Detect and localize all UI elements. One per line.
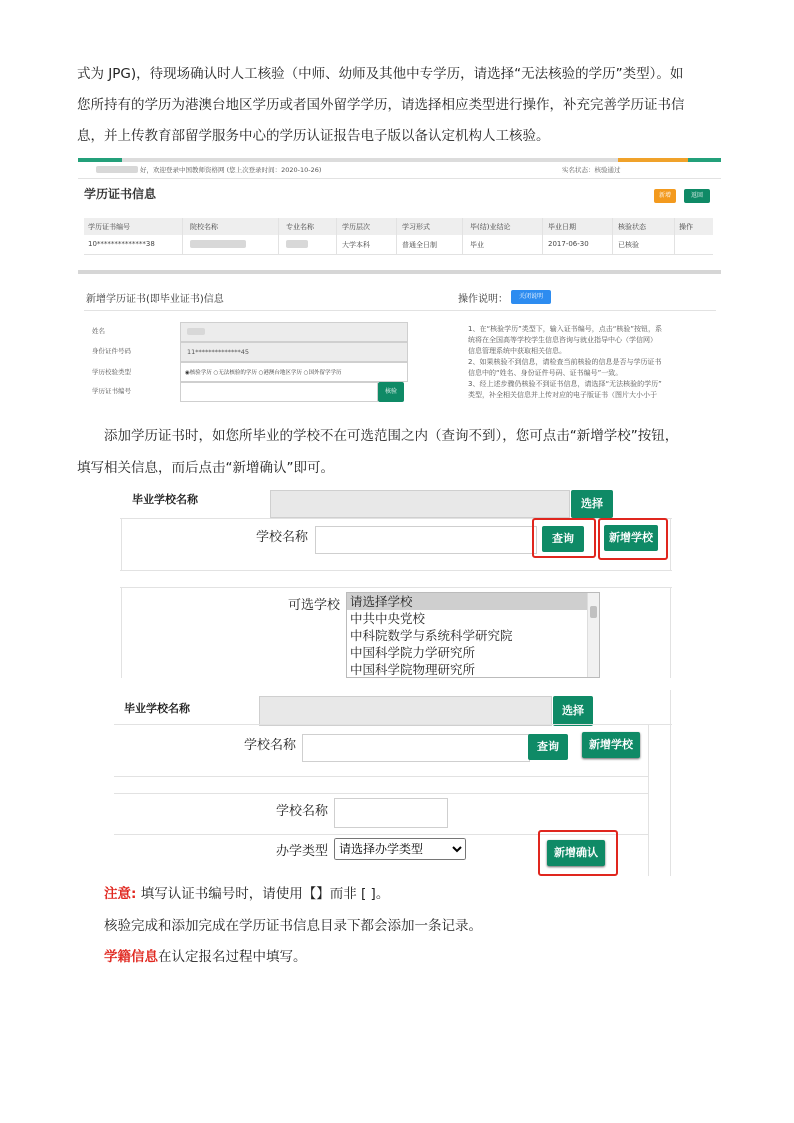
intro-line-1: 式为 JPG)，待现场确认时人工核验（中师、幼师及其他中专学历，请选择“无法核验的学历”类型）。如 [77, 66, 684, 82]
blurred-school [190, 240, 246, 248]
type-options[interactable]: ◉核验学历 ○无法核验的学历 ○港澳台地区学历 ○国外留学学历 [185, 370, 342, 376]
grad-school-field [270, 490, 570, 518]
cert-info-screenshot [78, 158, 721, 414]
op-instruction-label: 操作说明： [458, 294, 508, 305]
new-school-name-input[interactable] [334, 798, 448, 828]
cert-no-input[interactable] [180, 382, 378, 402]
back-button[interactable]: 返回 [684, 189, 710, 203]
status-label: 学籍信息 [104, 949, 158, 965]
intro-line-2: 您所持有的学历为港澳台地区学历或者国外留学学历，请选择相应类型进行操作，补充完善学历证书信 [77, 97, 685, 113]
add-school-button-2[interactable]: 新增学校 [582, 732, 640, 758]
grad-school-field-2 [259, 696, 552, 726]
note-line [104, 884, 389, 904]
optional-school-label: 可选学校 [288, 598, 341, 613]
name-field [180, 322, 408, 342]
blurred-username [96, 166, 138, 173]
notes-line-4: 2、如果核验不到信息，请检查当前核验的信息是否与学历证书 [468, 358, 662, 366]
col-form: 学习形式 [402, 223, 430, 231]
list-item[interactable]: 中国科学院物理研究所 [350, 662, 476, 677]
list-item[interactable]: 中国科学院力学研究所 [350, 645, 476, 660]
notes-line-7: 类型，补全相关信息并上传对应的电子版证书（图片大小小于 [468, 391, 657, 399]
name-label: 姓名 [92, 327, 105, 335]
type-label: 学历校验类型 [92, 368, 131, 376]
add-school-screenshot [114, 690, 672, 876]
confirm-add-button[interactable]: 新增确认 [547, 840, 605, 866]
blurred-major [286, 240, 308, 248]
col-grad-date: 毕业日期 [548, 223, 576, 231]
note-label: 注意: [104, 886, 137, 902]
row-verify-status: 已核验 [618, 241, 639, 249]
school-name-label-2: 学校名称 [244, 738, 297, 753]
col-level: 学历层次 [342, 223, 370, 231]
type-radio-group[interactable] [180, 362, 408, 382]
list-item[interactable]: 中共中央党校 [350, 611, 426, 626]
cert-no-label: 学历证书编号 [92, 387, 131, 395]
note-line-2: 核验完成和添加完成在学历证书信息目录下都会添加一条记录。 [104, 918, 482, 934]
notes-line-6: 3、经上述步骤仍核验不到证书信息，请选择“无法核验的学历” [468, 380, 662, 388]
id-label: 身份证件号码 [92, 347, 131, 355]
select-school-button[interactable]: 选择 [571, 490, 613, 518]
notes-line-1: 1、在“核验学历”类型下，输入证书编号，点击“核验”按钮，系 [468, 325, 662, 333]
query-button[interactable]: 查询 [542, 526, 584, 552]
id-value: 11**************45 [187, 348, 250, 356]
realname-status: 实名状态：核验通过 [562, 166, 621, 174]
col-verify-status: 核验状态 [618, 223, 646, 231]
listbox-scrollbar[interactable] [587, 593, 599, 677]
col-cert-no: 学历证书编号 [88, 223, 130, 231]
status-text: 在认定报名过程中填写。 [158, 949, 307, 965]
id-field [180, 342, 408, 362]
school-name-label: 学校名称 [256, 530, 309, 545]
intro-line-3: 息，并上传教育部留学服务中心的学历认证报告电子版以备认定机构人工核验。 [77, 128, 550, 144]
row-form: 普通全日制 [402, 241, 437, 249]
school-listbox[interactable] [346, 592, 600, 678]
col-major: 专业名称 [286, 223, 314, 231]
select-school-button-2[interactable]: 选择 [553, 696, 593, 726]
status-line [104, 947, 307, 967]
col-school: 院校名称 [190, 223, 218, 231]
notes-line-5: 信息中的“姓名、身份证件号码、证书编号”一致。 [468, 369, 623, 377]
school-type-label: 办学类型 [276, 844, 329, 859]
row-cert-no: 10**************38 [88, 240, 155, 248]
para2-line-2: 填写相关信息，而后点击“新增确认”即可。 [77, 460, 334, 476]
col-conclusion: 毕(结)业结论 [470, 223, 511, 231]
list-item[interactable]: 中科院数学与系统科学研究院 [350, 628, 513, 643]
add-cert-title: 新增学历证书(即毕业证书)信息 [86, 294, 224, 305]
school-name-label-3: 学校名称 [276, 804, 329, 819]
col-action: 操作 [679, 223, 693, 231]
school-name-input-2[interactable] [302, 734, 530, 762]
para2-line-1: 添加学历证书时，如您所毕业的学校不在可选范围之内（查询不到），您可点击“新增学校”按钮， [104, 428, 679, 444]
cert-info-title: 学历证书信息 [84, 187, 157, 201]
row-grad-date: 2017-06-30 [548, 240, 589, 248]
notes-line-2: 统将在全国高等学校学生信息咨询与就业指导中心（学信网） [468, 336, 657, 344]
school-type-select[interactable] [334, 838, 466, 860]
note-text: 填写认证书编号时，请使用【】而非 [ ]。 [140, 886, 390, 902]
query-button-2[interactable]: 查询 [528, 734, 568, 760]
section-divider [78, 270, 721, 274]
notes-line-3: 信息管理系统中获取相关信息。 [468, 347, 566, 355]
welcome-text: 好，欢迎登录中国教师资格网 (您上次登录时间：2020-10-26) [140, 166, 322, 174]
school-query-screenshot [120, 488, 672, 678]
grad-school-label: 毕业学校名称 [132, 493, 198, 506]
top-color-bar [78, 158, 721, 162]
close-instruction-button[interactable]: 关闭说明 [511, 290, 551, 304]
list-item[interactable]: 请选择学校 [347, 593, 599, 610]
row-conclusion: 毕业 [470, 241, 484, 249]
row-level: 大学本科 [342, 241, 370, 249]
grad-school-label-2: 毕业学校名称 [124, 702, 190, 715]
verify-button[interactable]: 核验 [378, 382, 404, 402]
add-school-button[interactable]: 新增学校 [604, 525, 658, 551]
school-name-input[interactable] [315, 526, 537, 554]
add-button[interactable]: 新增 [654, 189, 676, 203]
